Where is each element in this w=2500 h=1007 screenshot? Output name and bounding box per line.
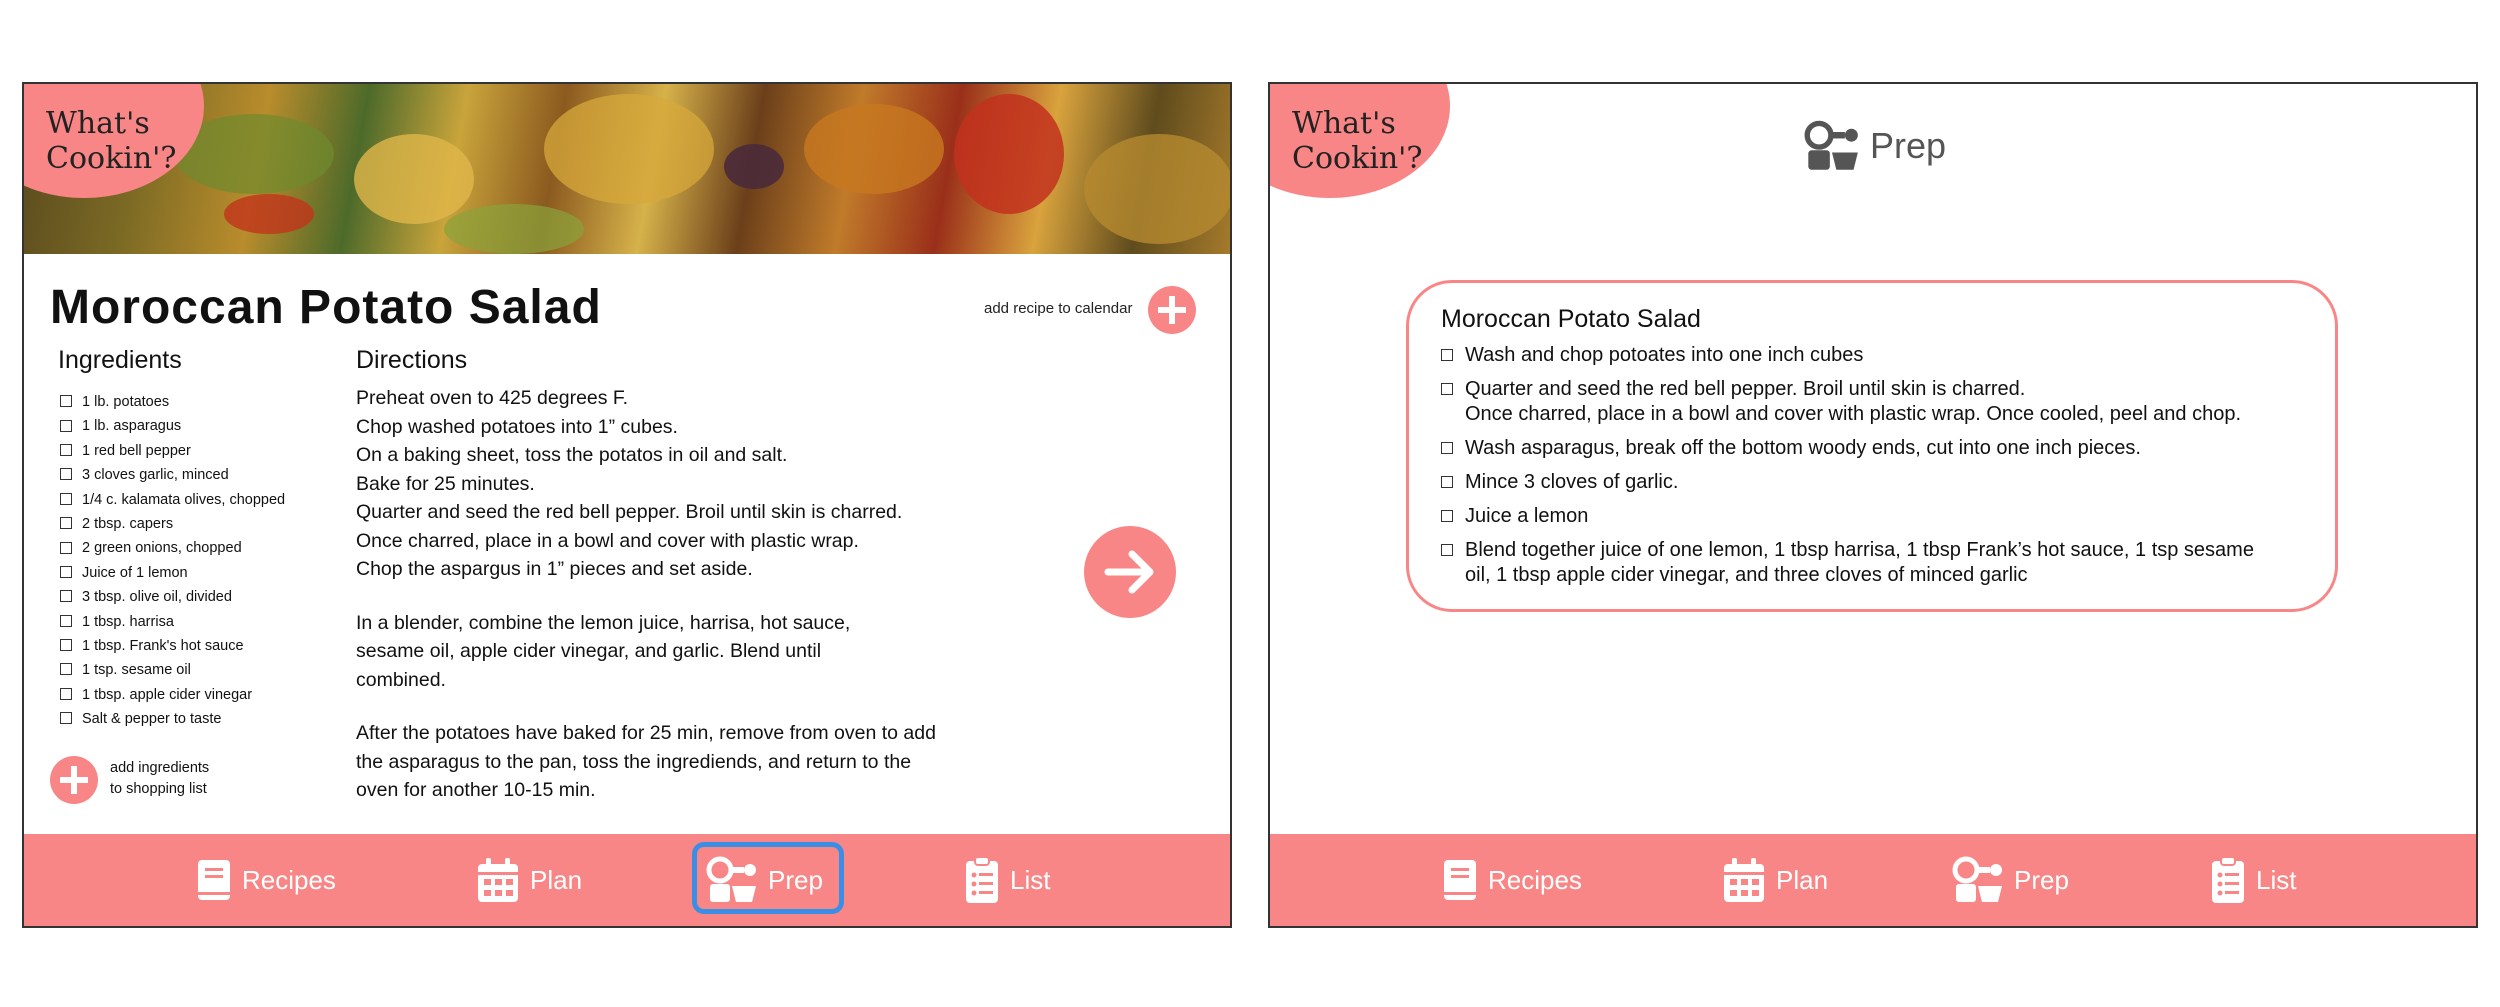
prep-step[interactable]: Juice a lemon — [1441, 504, 2321, 529]
prep-step[interactable]: Wash and chop potoates into one inch cubes — [1441, 343, 2321, 368]
plus-icon — [1148, 286, 1196, 334]
checkbox[interactable] — [1441, 442, 1453, 454]
checkbox[interactable] — [60, 395, 72, 407]
ingredient-item[interactable]: Salt & pepper to taste — [60, 707, 285, 731]
checkbox[interactable] — [1441, 476, 1453, 488]
prep-steps-card — [1406, 280, 2338, 612]
book-icon — [1442, 858, 1478, 902]
nav-prep[interactable]: Prep — [706, 834, 823, 926]
nav-list[interactable]: List — [964, 834, 1050, 926]
ingredient-item[interactable]: 1 lb. potatoes — [60, 390, 285, 414]
add-to-shopping-list-button[interactable] — [50, 756, 98, 804]
prep-step[interactable]: Wash asparagus, break off the bottom woody ends, cut into one inch pieces. — [1441, 436, 2321, 461]
bottom-nav — [24, 834, 1230, 926]
clipboard-list-icon — [964, 855, 1000, 905]
ingredient-item[interactable]: 2 green onions, chopped — [60, 536, 285, 560]
ingredient-item[interactable]: 3 tbsp. olive oil, divided — [60, 585, 285, 609]
checkbox[interactable] — [60, 688, 72, 700]
checkbox[interactable] — [60, 468, 72, 480]
prep-step[interactable]: Blend together juice of one lemon, 1 tbsp harrisa, 1 tbsp Frank’s hot sauce, 1 tsp sesame oil, 1 tbsp apple cider vinegar, and three cloves of minced garlic — [1441, 538, 2321, 588]
logo-line-1: What's — [46, 106, 150, 141]
recipe-title: Moroccan Potato Salad — [50, 281, 602, 334]
app-logo[interactable] — [1292, 106, 1423, 176]
directions-paragraph-2: In a blender, combine the lemon juice, harrisa, hot sauce, sesame oil, apple cider vinegar, and garlic. Blend until combined. — [356, 611, 851, 691]
nav-prep[interactable]: Prep — [1952, 834, 2069, 926]
prep-icon — [1804, 120, 1860, 172]
calendar-icon — [1722, 856, 1766, 904]
bottom-nav — [1270, 834, 2476, 926]
ingredient-item[interactable]: Juice of 1 lemon — [60, 561, 285, 585]
add-to-calendar-label: add recipe to calendar — [984, 300, 1133, 317]
checkbox[interactable] — [60, 590, 72, 602]
clipboard-list-icon — [2210, 855, 2246, 905]
prep-step-list — [1441, 343, 2321, 597]
checkbox[interactable] — [60, 712, 72, 724]
prep-step[interactable]: Quarter and seed the red bell pepper. Broil until skin is charred. Once charred, place in a bowl and cover with plastic wrap. Once cooled, peel and chop. — [1441, 377, 2321, 427]
ingredient-item[interactable]: 2 tbsp. capers — [60, 512, 285, 536]
book-icon — [196, 858, 232, 902]
card-title: Moroccan Potato Salad — [1441, 305, 1701, 333]
logo-line-2: Cookin'? — [1292, 141, 1423, 176]
nav-recipes[interactable]: Recipes — [1442, 834, 1582, 926]
prep-screen — [1268, 82, 2478, 928]
logo-line-2: Cookin'? — [46, 141, 177, 176]
calendar-icon — [476, 856, 520, 904]
logo-line-1: What's — [1292, 106, 1396, 141]
directions-text — [356, 384, 996, 830]
ingredient-item[interactable]: 1 tbsp. Frank's hot sauce — [60, 634, 285, 658]
directions-heading: Directions — [356, 346, 468, 374]
checkbox[interactable] — [1441, 383, 1453, 395]
plus-icon — [50, 756, 98, 804]
checkbox[interactable] — [1441, 510, 1453, 522]
directions-paragraph-1: Preheat oven to 425 degrees F. Chop washed potatoes into 1” cubes. On a baking sheet, toss the potatos in oil and salt. Bake for 25 minutes. Quarter and seed the red bell pepper. Broil until skin is charred. Once charred, place in a bowl and cover with plastic wrap. Chop the aspargus in 1” pieces and set aside. — [356, 387, 903, 580]
prep-step[interactable]: Mince 3 cloves of garlic. — [1441, 470, 2321, 495]
ingredient-item[interactable]: 1/4 c. kalamata olives, chopped — [60, 488, 285, 512]
checkbox[interactable] — [60, 420, 72, 432]
ingredient-item[interactable]: 1 lb. asparagus — [60, 414, 285, 438]
next-arrow-button[interactable] — [1084, 526, 1176, 618]
app-logo[interactable] — [46, 106, 177, 176]
nav-list[interactable]: List — [2210, 834, 2296, 926]
prep-icon — [1952, 856, 2004, 904]
checkbox[interactable] — [1441, 349, 1453, 361]
checkbox[interactable] — [60, 663, 72, 675]
checkbox[interactable] — [1441, 544, 1453, 556]
ingredient-item[interactable]: 3 cloves garlic, minced — [60, 463, 285, 487]
checkbox[interactable] — [60, 517, 72, 529]
nav-recipes[interactable]: Recipes — [196, 834, 336, 926]
nav-plan[interactable]: Plan — [476, 834, 582, 926]
recipe-hero-image — [24, 84, 1230, 254]
directions-paragraph-3: After the potatoes have baked for 25 min, remove from oven to add the asparagus to the pan, toss the ingrediends, and return to the oven for another 10-15 min. — [356, 722, 936, 801]
ingredient-item[interactable]: 1 tbsp. apple cider vinegar — [60, 683, 285, 707]
nav-plan[interactable]: Plan — [1722, 834, 1828, 926]
checkbox[interactable] — [60, 444, 72, 456]
add-to-shopping-list-label: add ingredients to shopping list — [110, 760, 210, 797]
page-title: Prep — [1804, 120, 1946, 172]
ingredient-item[interactable]: 1 tsp. sesame oil — [60, 658, 285, 682]
arrow-right-icon — [1084, 526, 1176, 618]
checkbox[interactable] — [60, 615, 72, 627]
recipe-screen — [22, 82, 1232, 928]
checkbox[interactable] — [60, 566, 72, 578]
ingredients-list — [60, 390, 285, 731]
checkbox[interactable] — [60, 493, 72, 505]
checkbox[interactable] — [60, 639, 72, 651]
add-to-calendar-button[interactable] — [1148, 286, 1196, 334]
ingredients-heading: Ingredients — [58, 346, 182, 374]
checkbox[interactable] — [60, 542, 72, 554]
ingredient-item[interactable]: 1 tbsp. harrisa — [60, 610, 285, 634]
prep-icon — [706, 856, 758, 904]
ingredient-item[interactable]: 1 red bell pepper — [60, 439, 285, 463]
